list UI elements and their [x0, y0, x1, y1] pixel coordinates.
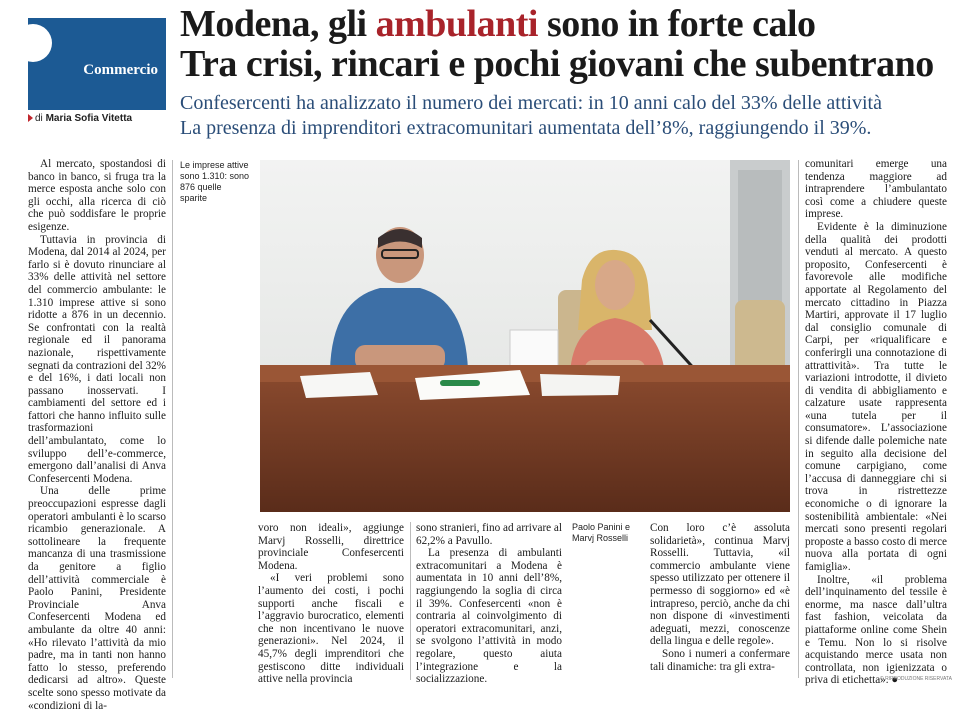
paragraph: Sono i numeri a confermare tali dinamiche: tra gli extra- [650, 647, 790, 673]
paragraph: «I veri problemi sono l’aumento dei costi, i pochi supporti anche fiscali e l’aggravio burocratico, elementi che non incentivano le nuove generazioni». Nel 2024, il 45,7% degli imprenditori che gestiscono ditte individuali attive nella provincia [258, 572, 404, 686]
headline-highlight: ambulanti [375, 3, 538, 45]
article-column-1 [28, 158, 166, 712]
byline-marker-icon [28, 114, 33, 122]
photo-caption-right: Paolo Panini e Marvj Rosselli [572, 522, 631, 543]
paragraph: Con loro c’è assoluta solidarietà», continua Marvj Rosselli. Tuttavia, «il commercio ambulante viene spesso utilizzato per ottenere il permesso di soggiorno» ed «è intrapreso, perciò, anche da chi non dispone di «investimenti adeguati, mezzi, conoscenze della lingua e delle regole». [650, 522, 790, 648]
paragraph: comunitari emerge una tendenza maggiore ad intraprendere l’ambulantato così come a chiudere queste imprese. [805, 158, 947, 221]
paragraph: Al mercato, spostandosi di banco in banco, si fruga tra la merce esposta anche solo con gli occhi, alla ricerca di ciò che può soddisfare le proprie esigenze. [28, 158, 166, 233]
copyright-notice: © RIPRODUZIONE RISERVATA [880, 676, 952, 682]
subhead-line-1: Confesercenti ha analizzato il numero dei mercati: in 10 anni calo del 33% delle attività [180, 92, 882, 114]
article-column-2 [258, 522, 404, 686]
section-logo-circle [14, 24, 52, 62]
photo-caption-left: Le imprese attive sono 1.310: sono 876 quelle sparite [180, 160, 250, 203]
photo-illustration [260, 160, 790, 512]
byline [28, 113, 132, 124]
paragraph: Una delle prime preoccupazioni espresse dagli operatori ambulanti è lo scarso ricambio generazionale. A sottolineare la frequente mancanza di una trasmissione da genitore a figlio dell’attività commerciale è Paolo Panini, Presidente Provinciale Anva Confesercenti Modena ed ambulante da oltre 40 anni: «Ho rilevato l’attività da mio padre, ma in tanti non hanno fatto lo stesso, preferendo dedicarsi ad altro». Queste scelte sono spesso motivate da «condizioni di la- [28, 485, 166, 712]
paragraph: sono stranieri, fino ad arrivare al 62,2% a Pavullo. [416, 522, 563, 547]
section-label: Commercio [83, 62, 158, 78]
headline-line-2: Tra crisi, rincari e pochi giovani che subentrano [180, 43, 934, 85]
byline-author: Maria Sofia Vitetta [45, 113, 133, 124]
byline-prefix: di [35, 113, 43, 124]
article-column-3 [416, 522, 563, 686]
section-box [28, 18, 166, 110]
paragraph: Tuttavia in provincia di Modena, dal 2014 al 2024, per farlo si è dovuto rinunciare al 33% delle attività nel settore del commercio ambulante: le 1.310 imprese attive si sono ridotte a 876 in un decennio. Se confrontati con la realtà regionale ed il panorama nazionale, rispettivamente segnati da contrazioni del 32% e del 16%, i dati locali non passano inosservati. I cambiamenti del settore ed i fattori che hanno influito sulle trasformazioni dell’ambulantato, come lo sviluppo dell’e-commerce, emergono dall’analisi di Anva Confesercenti Modena. [28, 233, 166, 485]
paragraph: La presenza di ambulanti extracomunitari a Modena è aumentata in 10 anni dell’8%, raggiungendo la soglia di circa il 39%. Confesercenti «non è contraria al coinvolgimento di operatori extracomunitari, anzi, se svolgono l’attività in modo regolare, questo aiuta l’integrazione e la socializzazione. [416, 547, 562, 686]
column-divider [798, 160, 799, 678]
column-divider [410, 522, 411, 680]
paragraph: voro non ideali», aggiunge Marvj Rosselli, direttrice provinciale Confesercenti Modena. [258, 522, 404, 572]
article-column-4 [650, 522, 790, 682]
subhead-line-2: La presenza di imprenditori extracomunitari aumentata dell’8%, raggiungendo il 39%. [180, 117, 872, 139]
headline-line-1 [180, 2, 816, 46]
paragraph: Inoltre, «il problema dell’inquinamento del tessile è enorme, ma nasce dall’ultra fast fashion, veicolata da piattaforme online come Shein e Temu. Non lo si risolve acquistando merce usata non controllata, non igienizzata o priva di etichetta». ● [805, 573, 947, 687]
column-divider [172, 160, 173, 678]
headline-text-after: sono in forte calo [537, 3, 816, 45]
paragraph: Evidente è la diminuzione della qualità dei prodotti venduti al mercato. A questo proposito, Confesercenti è favorevole alle modifiche apportate al Regolamento del mercato cittadino in Piazza Martiri, approvate il 17 luglio dal consiglio comunale di Carpi, per «riqualificare e conferirgli una connotazione di attrattività». Tra tutte le variazioni introdotte, il divieto di vendita di abbigliamento e calzature usate rappresenta «una tutela per il consumatore». L’associazione si difende dalle polemiche nate in seguito alla decisione del comune carpigiano, come l’accusa di danneggiare chi si trova in ristrettezze economiche o di ignorare la sostenibilità ambientale: «Nei mercati sono presenti regolari proposte a basso costo di merce nuova alla portata di ogni famiglia». [805, 220, 947, 573]
press-conference-photo [260, 160, 790, 512]
headline-text-before: Modena, gli [180, 3, 376, 45]
